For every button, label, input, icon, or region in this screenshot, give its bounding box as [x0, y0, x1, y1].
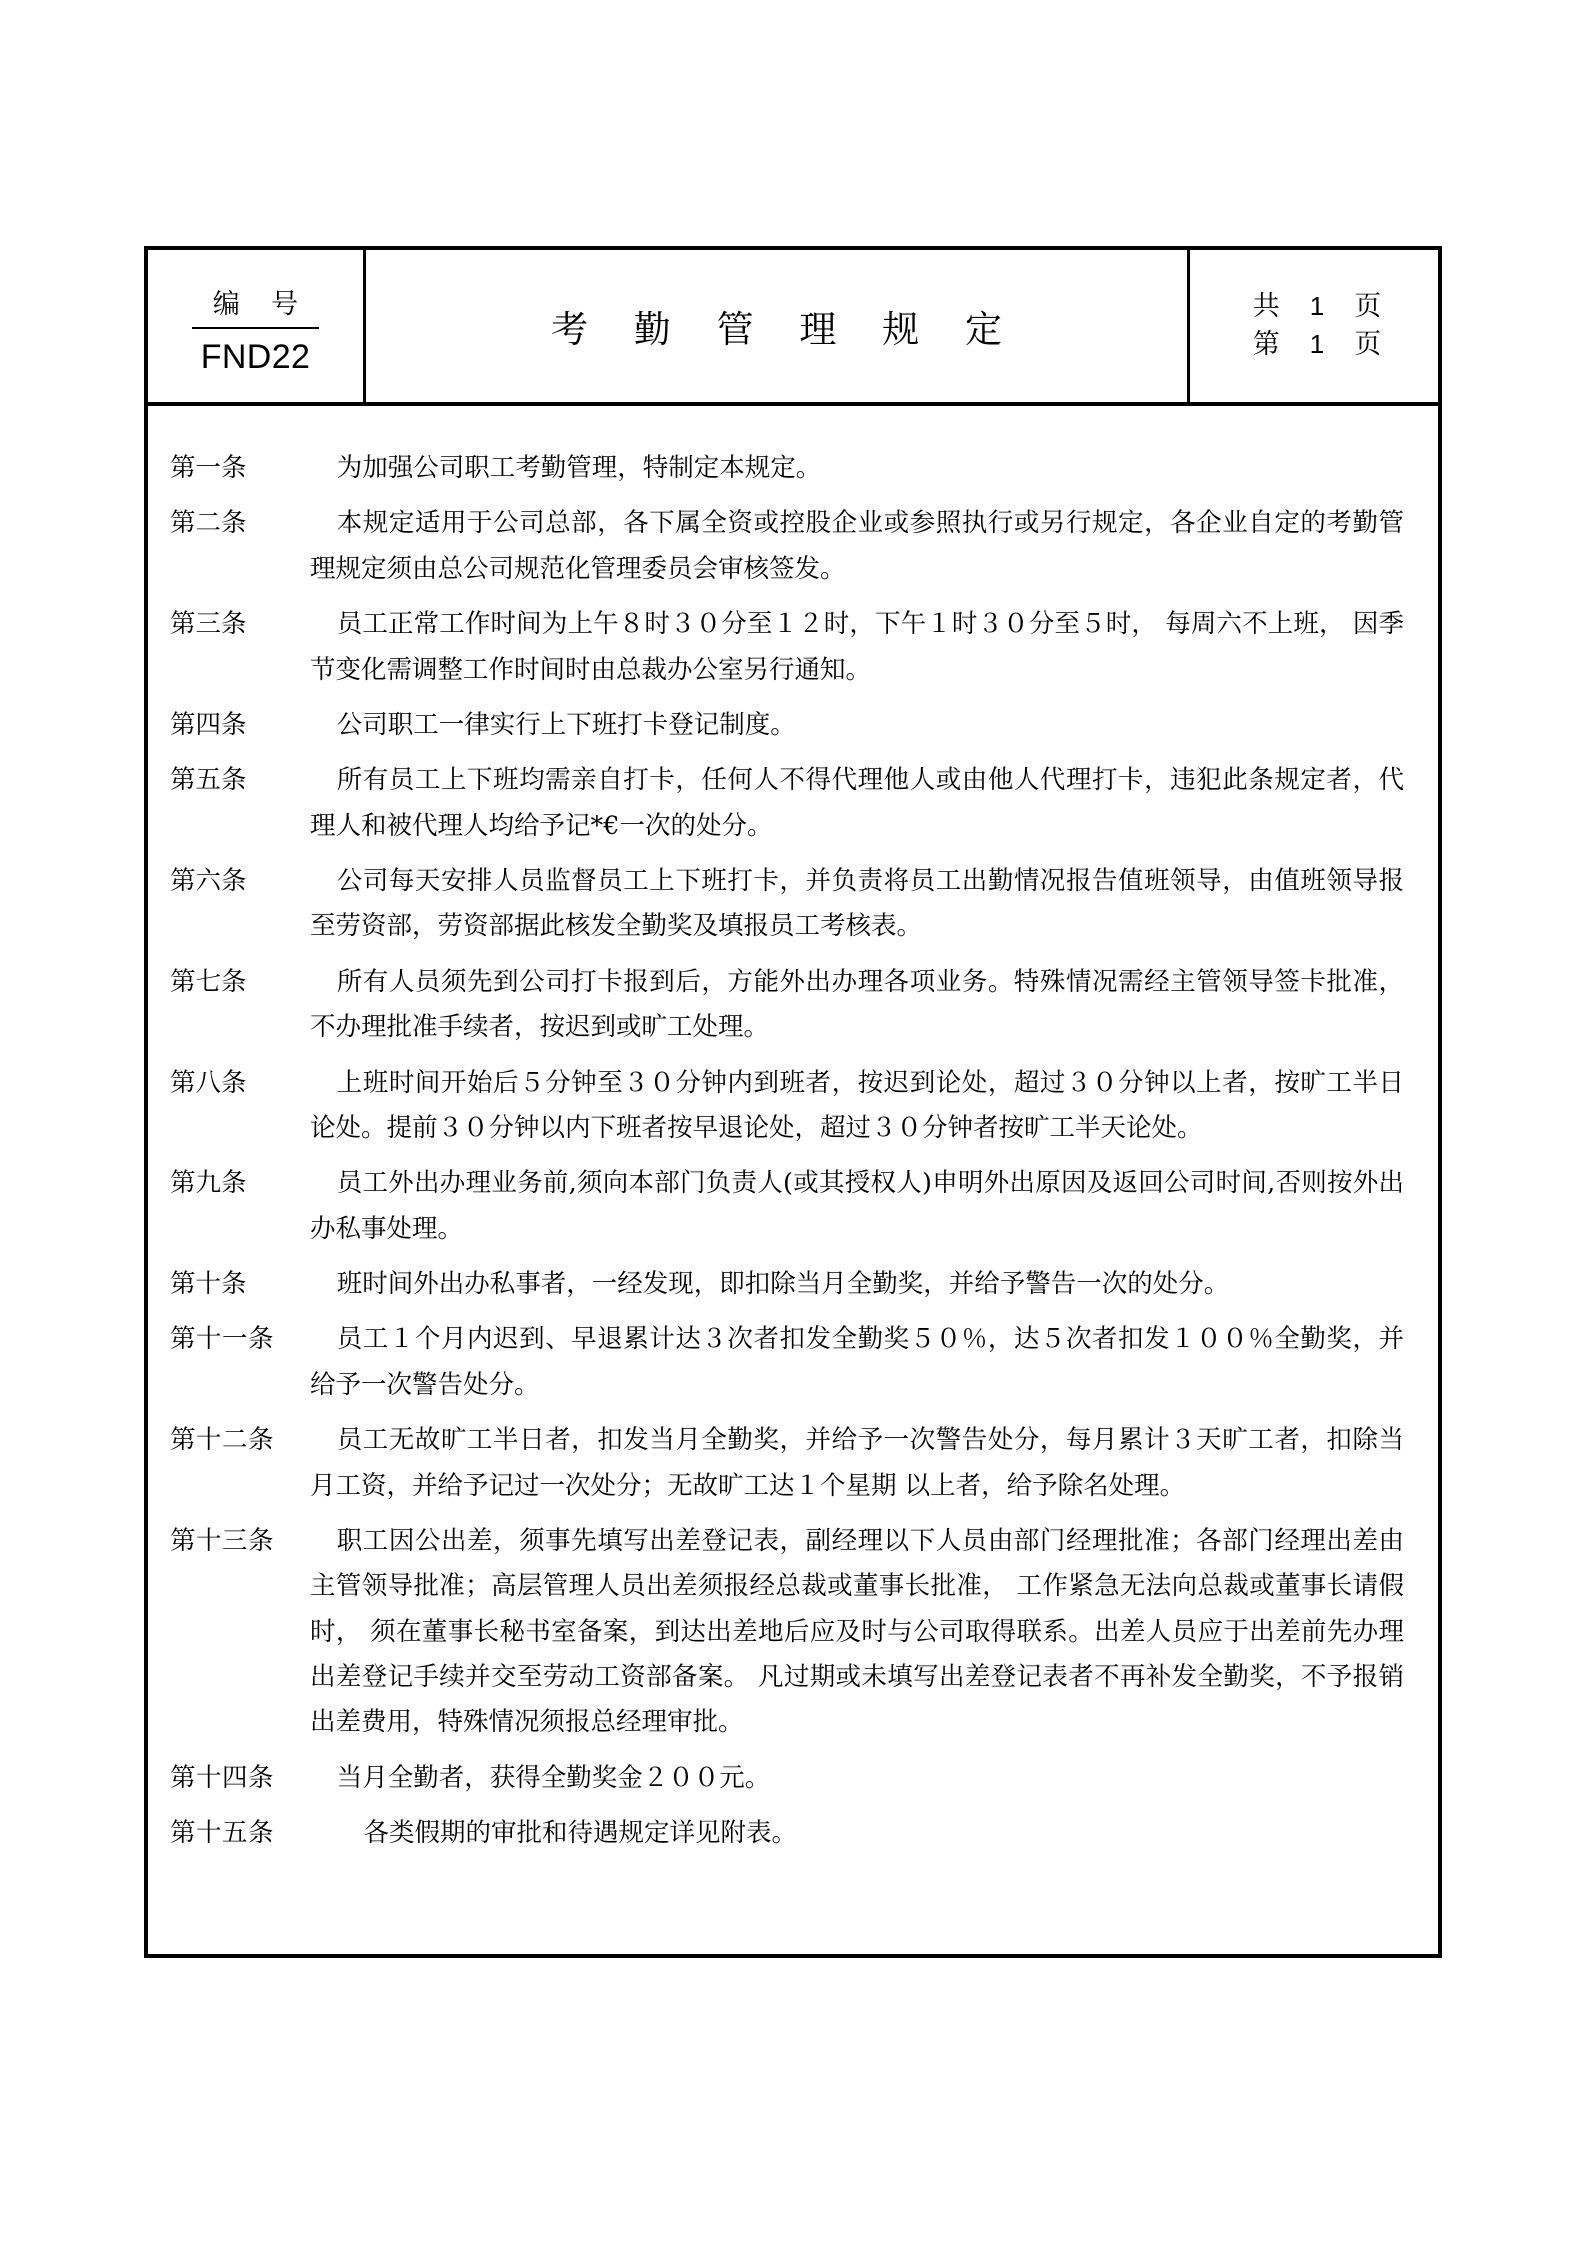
article-text: 本规定适用于公司总部，各下属全资或控股企业或参照执行或另行规定，各企业自定的考勤管理规定须由总公司规范化管理委员会审核签发。 — [310, 508, 1404, 584]
article-row — [170, 1519, 1408, 1746]
article-text: 公司每天安排人员监督员工上下班打卡，并负责将员工出勤情况报告值班领导，由值班领导报至劳资部，劳资部据此核发全勤奖及填报员工考核表。 — [310, 866, 1404, 942]
article-row — [170, 1061, 1408, 1152]
code-value: FND22 — [200, 337, 311, 376]
article-label: 第十三条 — [170, 1525, 275, 1556]
article-text: 员工外出办理业务前,须向本部门负责人(或其授权人)申明外出原因及返回公司时间,否则按外出办私事处理。 — [310, 1168, 1404, 1244]
article-text: 所有人员须先到公司打卡报到后，方能外出办理各项业务。特殊情况需经主管领导签卡批准，不办理批准手续者，按迟到或旷工处理。 — [310, 966, 1404, 1043]
total-pages-line — [1253, 288, 1381, 326]
article-text: 班时间外出办私事者，一经发现，即扣除当月全勤奖，并给予警告一次的处分。 — [336, 1269, 1230, 1299]
article-row — [170, 703, 1408, 748]
article-text: 员工正常工作时间为上午８时３０分至１２时，下午１时３０分至５时， 每周六不上班， 因季节变化需调整工作时间时由总裁办公室另行通知。 — [310, 609, 1404, 685]
article-text: 当月全勤者，获得全勤奖金２００元。 — [336, 1762, 771, 1793]
current-page-prefix: 第 — [1252, 329, 1280, 360]
article-label: 第五条 — [170, 765, 247, 796]
article-row — [170, 1756, 1408, 1801]
article-row — [170, 1317, 1408, 1408]
document-body — [148, 406, 1438, 1857]
article-label: 第一条 — [170, 453, 247, 483]
header-title-cell — [366, 250, 1190, 402]
current-page-suffix: 页 — [1354, 329, 1382, 360]
article-row — [170, 1262, 1408, 1307]
article-row — [170, 1418, 1408, 1509]
article-text: 为加强公司职工考勤管理，特制定本规定。 — [336, 453, 822, 483]
header-pages-cell — [1190, 250, 1438, 402]
article-text: 各类假期的审批和待遇规定详见附表。 — [363, 1818, 798, 1849]
article-row — [170, 446, 1408, 491]
document-header — [148, 250, 1438, 406]
article-label: 第四条 — [170, 709, 247, 740]
article-text: 员工无故旷工半日者，扣发当月全勤奖，并给予一次警告处分，每月累计３天旷工者，扣除当月工资，并给予记过一次处分；无故旷工达１个星期 以上者，给予除名处理。 — [310, 1425, 1404, 1501]
page-title: 考 勤 管 理 规 定 — [550, 308, 1020, 351]
document-frame — [144, 246, 1442, 1958]
header-code-cell — [148, 250, 366, 402]
article-label: 第九条 — [170, 1168, 247, 1199]
article-label: 第二条 — [170, 508, 247, 539]
total-pages-suffix: 页 — [1354, 290, 1382, 322]
article-row — [170, 602, 1408, 693]
article-label: 第十五条 — [170, 1818, 275, 1849]
current-page-value: 1 — [1309, 329, 1325, 359]
article-row — [170, 859, 1408, 950]
article-label: 第十条 — [170, 1269, 247, 1299]
article-label: 第十二条 — [170, 1425, 275, 1456]
article-label: 第六条 — [170, 866, 247, 896]
article-row — [170, 501, 1408, 592]
article-row — [170, 1811, 1408, 1856]
article-label: 第十一条 — [170, 1324, 275, 1355]
article-text: 上班时间开始后５分钟至３０分钟内到班者，按迟到论处，超过３０分钟以上者，按旷工半日论处。提前３０分钟以内下班者按早退论处，超过３０分钟者按旷工半天论处。 — [310, 1067, 1404, 1143]
article-text: 职工因公出差，须事先填写出差登记表，副经理以下人员由部门经理批准；各部门经理出差由主管领导批准；高层管理人员出差须报经总裁或董事长批准， 工作紧急无法向总裁或董事长请假时， 须在董事长秘书室备案，到达出差地后应及时与公司取得联系。出差人员应于出差前先办理出差登记手续并交至劳动工资部备案。 凡过期或未填写出差登记表者不再补发全勤奖，不予报销出差费用，特殊情况须报总经理审批。 — [310, 1525, 1404, 1738]
article-label: 第七条 — [170, 966, 247, 997]
code-label: 编 号 — [192, 282, 320, 329]
total-pages-value: 1 — [1309, 290, 1325, 321]
current-page-line — [1253, 326, 1381, 364]
article-text: 员工１个月内迟到、早退累计达３次者扣发全勤奖５０％，达５次者扣发１００％全勤奖，并给予一次警告处分。 — [310, 1324, 1404, 1400]
article-text: 所有员工上下班均需亲自打卡，任何人不得代理他人或由他人代理打卡，违犯此条规定者，代理人和被代理人均给予记*€一次的处分。 — [310, 765, 1404, 841]
total-pages-prefix: 共 — [1252, 290, 1280, 322]
article-text: 公司职工一律实行上下班打卡登记制度。 — [336, 709, 796, 740]
article-row — [170, 758, 1408, 849]
article-row — [170, 960, 1408, 1051]
article-row — [170, 1161, 1408, 1252]
article-label: 第八条 — [170, 1067, 247, 1098]
article-label: 第十四条 — [170, 1762, 275, 1793]
article-label: 第三条 — [170, 609, 247, 640]
